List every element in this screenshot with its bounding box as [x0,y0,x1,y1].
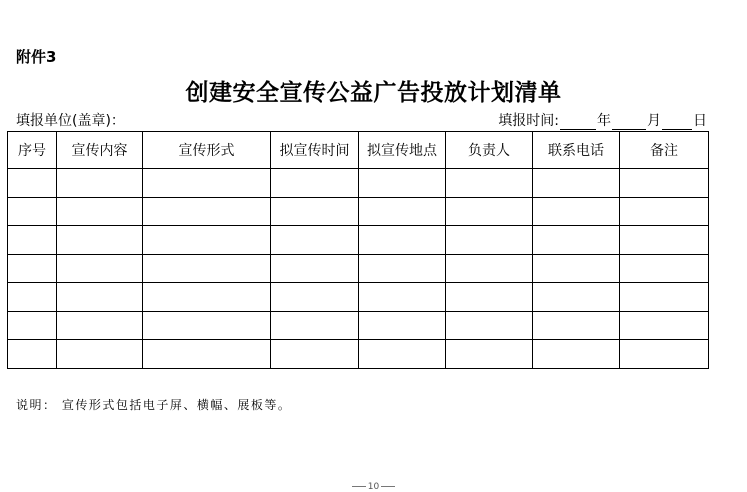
reporting-unit-label: 填报单位(盖章)： [16,113,125,129]
table-cell [359,254,446,283]
table-cell [533,226,620,255]
table-cell [143,169,271,198]
table-cell [620,254,709,283]
table-row [8,254,709,283]
table-cell [620,197,709,226]
page-number-text: 10 [367,482,380,492]
column-header-phone: 联系电话 [533,132,620,169]
column-header-location: 拟宣传地点 [359,132,446,169]
table-cell [620,283,709,312]
table-cell [359,311,446,340]
document-title: 创建安全宣传公益广告投放计划清单 [185,80,562,106]
year-blank [560,115,596,130]
table-cell [533,169,620,198]
table-cell [271,226,359,255]
page-number [0,482,747,492]
table-cell [533,283,620,312]
plan-table [7,131,709,369]
table-cell [359,283,446,312]
table-cell [8,169,57,198]
table-cell [533,197,620,226]
table-cell [8,226,57,255]
table-cell [57,283,143,312]
table-cell [359,197,446,226]
reporting-date-label: 填报时间: [498,113,559,129]
table-row [8,197,709,226]
table-cell [8,283,57,312]
table-cell [271,169,359,198]
month-blank [612,115,646,130]
table-row [8,340,709,369]
table-cell [446,254,533,283]
page-number-rule-left [352,486,366,487]
table-cell [8,197,57,226]
table-row [8,283,709,312]
table-cell [57,169,143,198]
table-cell [57,311,143,340]
column-header-content: 宣传内容 [57,132,143,169]
table-cell [57,226,143,255]
page-number-rule-right [381,486,395,487]
table-cell [446,340,533,369]
year-label: 年 [597,113,611,129]
day-blank [662,115,692,130]
table-cell [533,340,620,369]
table-cell [271,340,359,369]
attachment-label: 附件3 [16,48,57,66]
table-cell [143,254,271,283]
table-cell [271,311,359,340]
table-cell [57,197,143,226]
table-cell [143,311,271,340]
table-cell [271,197,359,226]
column-header-person: 负责人 [446,132,533,169]
table-cell [57,254,143,283]
table-row [8,311,709,340]
table-cell [271,254,359,283]
table-cell [143,197,271,226]
table-cell [446,311,533,340]
table-cell [620,311,709,340]
table-cell [446,197,533,226]
month-label: 月 [647,113,661,129]
table-header-row [8,132,709,169]
table-cell [533,311,620,340]
table-cell [143,226,271,255]
table-row [8,169,709,198]
table-cell [359,226,446,255]
table-cell [446,283,533,312]
table-cell [8,311,57,340]
column-header-form: 宣传形式 [143,132,271,169]
table-cell [143,340,271,369]
column-header-index: 序号 [8,132,57,169]
table-cell [446,226,533,255]
explanation-note: 说明： 宣传形式包括电子屏、横幅、展板等。 [16,398,292,412]
table-row [8,226,709,255]
table-cell [8,340,57,369]
table-cell [359,169,446,198]
table-cell [359,340,446,369]
table-cell [620,226,709,255]
table-cell [8,254,57,283]
table-cell [271,283,359,312]
column-header-time: 拟宣传时间 [271,132,359,169]
table-cell [446,169,533,198]
table-cell [143,283,271,312]
reporting-date [498,110,707,130]
table-cell [620,340,709,369]
day-label: 日 [693,113,707,129]
column-header-remarks: 备注 [620,132,709,169]
table-cell [57,340,143,369]
table-cell [620,169,709,198]
table-cell [533,254,620,283]
